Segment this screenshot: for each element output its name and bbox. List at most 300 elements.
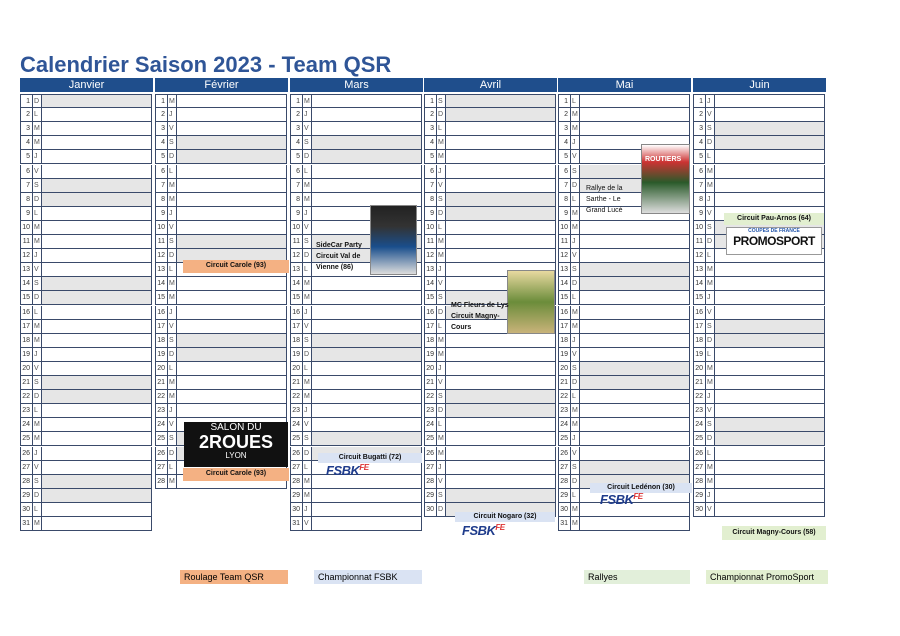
day-row [693,150,825,164]
legend-rallyes: Rallyes [584,570,690,584]
day-row [20,503,152,517]
day-number: 24 [425,418,437,431]
event-magny-cours: Circuit Magny-Cours (58) [722,526,826,540]
day-number: 24 [694,418,706,431]
day-cell [42,348,151,361]
day-number: 19 [425,348,437,361]
day-cell [42,517,151,530]
day-cell [312,277,421,290]
day-cell [312,348,421,361]
day-row [20,207,152,221]
day-number: 12 [21,249,33,262]
day-letter: S [437,95,446,107]
day-row [20,277,152,291]
day-cell [42,432,151,445]
day-number: 15 [21,291,33,304]
day-letter: D [571,277,580,290]
day-letter: M [437,150,446,163]
day-row [558,461,690,475]
day-cell [446,207,555,220]
day-row [155,235,287,249]
day-cell [177,362,286,375]
day-cell [177,306,286,319]
day-number: 19 [156,348,168,361]
day-cell [715,95,824,107]
day-cell [446,150,555,163]
day-number: 30 [694,503,706,516]
event-sidecar-party: SideCar Party Circuit Val de Vienne (86) [316,242,362,271]
day-row [290,489,422,503]
day-cell [446,362,555,375]
day-cell [177,390,286,403]
day-row [693,334,825,348]
day-row [693,277,825,291]
day-letter: J [571,136,580,149]
day-letter: D [571,179,580,192]
day-row [290,136,422,150]
day-number: 14 [694,277,706,290]
day-row [290,503,422,517]
legend-qsr: Roulage Team QSR [180,570,288,584]
day-number: 4 [21,136,33,149]
day-cell [580,376,689,389]
day-number: 30 [425,503,437,516]
day-row [20,122,152,136]
day-row [155,136,287,150]
day-number: 6 [559,165,571,178]
day-row [290,320,422,334]
day-letter: M [168,291,177,304]
day-cell [42,390,151,403]
day-number: 8 [694,193,706,206]
day-row [20,432,152,446]
month-header-1: Février [155,78,289,92]
day-number: 19 [694,348,706,361]
day-cell [177,235,286,248]
day-cell [312,291,421,304]
day-cell [715,136,824,149]
day-number: 11 [21,235,33,248]
day-cell [446,461,555,474]
day-cell [312,150,421,163]
day-row [558,235,690,249]
day-row [290,390,422,404]
day-cell [580,249,689,262]
day-letter: J [571,334,580,347]
day-number: 22 [156,390,168,403]
day-letter: M [303,193,312,206]
day-row [20,235,152,249]
day-row [693,447,825,461]
day-number: 15 [156,291,168,304]
day-row [558,306,690,320]
fsbk-logo-ledenon: $FSBK^{FE}$ [600,492,643,507]
event-carole-feb12: Circuit Carole (93) [183,260,289,273]
day-letter: L [706,150,715,163]
day-number: 27 [291,461,303,474]
day-cell [312,517,421,530]
day-cell [446,249,555,262]
day-letter: M [33,122,42,135]
day-letter: L [33,306,42,319]
day-letter: J [706,489,715,502]
event-bugatti: Circuit Bugatti (72) [318,453,422,463]
day-number: 15 [694,291,706,304]
day-number: 11 [694,235,706,248]
day-cell [446,376,555,389]
day-cell [42,503,151,516]
day-row [558,432,690,446]
day-letter: M [437,447,446,460]
day-letter: S [437,193,446,206]
day-letter: M [571,320,580,333]
day-number: 12 [291,249,303,262]
day-number: 22 [291,390,303,403]
day-row [693,362,825,376]
day-number: 16 [21,306,33,319]
day-row [20,475,152,489]
day-cell [177,376,286,389]
day-letter: S [706,122,715,135]
day-letter: D [437,207,446,220]
day-letter: S [706,320,715,333]
day-row [693,404,825,418]
day-letter: J [303,503,312,516]
day-letter: M [168,475,177,488]
day-number: 28 [559,475,571,488]
day-cell [312,95,421,107]
day-number: 20 [156,362,168,375]
day-cell [580,263,689,276]
day-letter: L [437,418,446,431]
day-number: 27 [559,461,571,474]
day-row [424,108,556,122]
day-letter: V [168,320,177,333]
day-letter: V [168,418,177,431]
day-cell [42,193,151,206]
day-number: 5 [559,150,571,163]
day-cell [446,348,555,361]
day-cell [312,503,421,516]
day-cell [177,221,286,234]
day-letter: D [437,108,446,121]
day-cell [177,95,286,107]
fleurs-poster-image [507,270,555,334]
day-cell [312,376,421,389]
day-cell [177,122,286,135]
day-letter: M [303,390,312,403]
day-letter: S [437,390,446,403]
event-rallye-sarthe: Rallye de la Sarthe - Le Grand Lucé [586,185,623,214]
day-number: 7 [559,179,571,192]
day-number: 22 [425,390,437,403]
day-row [20,263,152,277]
day-letter: J [571,235,580,248]
day-letter: L [303,263,312,276]
day-row [290,165,422,179]
day-row [155,334,287,348]
day-row [693,320,825,334]
day-letter: D [168,447,177,460]
event-carole-feb26: Circuit Carole (93) [183,468,289,481]
day-number: 14 [291,277,303,290]
day-letter: V [33,263,42,276]
day-letter: L [437,320,446,333]
day-row [558,263,690,277]
day-cell [42,108,151,121]
day-cell [446,404,555,417]
day-number: 5 [425,150,437,163]
day-number: 3 [559,122,571,135]
day-letter: V [437,475,446,488]
day-row [424,334,556,348]
day-cell [715,418,824,431]
day-cell [177,404,286,417]
day-number: 30 [21,503,33,516]
day-number: 13 [21,263,33,276]
day-row [558,334,690,348]
day-letter: M [571,306,580,319]
month-header-2: Mars [290,78,424,92]
day-cell [42,362,151,375]
day-number: 26 [291,447,303,460]
day-cell [42,475,151,488]
day-cell [177,150,286,163]
day-number: 5 [21,150,33,163]
day-number: 23 [694,404,706,417]
day-cell [580,235,689,248]
day-number: 4 [425,136,437,149]
day-number: 28 [425,475,437,488]
day-letter: D [706,136,715,149]
day-number: 8 [559,193,571,206]
day-number: 1 [21,95,33,107]
day-row [693,503,825,517]
day-cell [42,235,151,248]
day-number: 5 [156,150,168,163]
day-letter: V [303,122,312,135]
day-cell [42,404,151,417]
day-row [20,362,152,376]
day-letter: M [303,291,312,304]
day-number: 15 [291,291,303,304]
day-cell [580,277,689,290]
day-number: 12 [156,249,168,262]
day-number: 5 [291,150,303,163]
day-number: 1 [291,95,303,107]
day-row [20,517,152,531]
promosport-logo: COUPES DE FRANCE PROMOSPORT [726,227,822,255]
day-number: 4 [559,136,571,149]
day-number: 29 [694,489,706,502]
day-letter: V [33,165,42,178]
event-nogaro: Circuit Nogaro (32) [455,512,555,522]
day-row [424,362,556,376]
day-number: 6 [694,165,706,178]
day-row [155,179,287,193]
day-number: 3 [156,122,168,135]
day-letter: D [303,249,312,262]
day-cell [580,291,689,304]
day-letter: J [437,263,446,276]
day-letter: M [168,277,177,290]
day-number: 23 [156,404,168,417]
day-row [155,390,287,404]
day-number: 12 [694,249,706,262]
day-cell [446,95,555,107]
day-row [558,108,690,122]
day-row [693,418,825,432]
day-row [424,348,556,362]
day-number: 18 [425,334,437,347]
day-number: 7 [21,179,33,192]
day-row [558,94,690,108]
day-row [20,489,152,503]
salon-2roues-logo: SALON DU 2ROUES LYON [184,422,288,467]
day-cell [715,122,824,135]
day-cell [312,390,421,403]
day-cell [446,122,555,135]
day-row [155,291,287,305]
day-letter: M [303,376,312,389]
day-row [693,461,825,475]
day-letter: M [571,122,580,135]
day-cell [580,418,689,431]
day-letter: M [33,235,42,248]
day-number: 23 [291,404,303,417]
day-cell [42,249,151,262]
day-letter: M [706,376,715,389]
day-letter: M [33,221,42,234]
day-row [155,221,287,235]
day-number: 24 [559,418,571,431]
day-letter: S [168,432,177,445]
day-number: 18 [694,334,706,347]
day-letter: D [303,150,312,163]
day-row [155,108,287,122]
day-letter: S [571,263,580,276]
day-letter: L [168,461,177,474]
day-row [558,517,690,531]
day-cell [580,95,689,107]
day-row [20,418,152,432]
day-cell [715,489,824,502]
day-row [290,517,422,531]
day-letter: L [437,221,446,234]
day-number: 1 [425,95,437,107]
day-cell [446,179,555,192]
day-row [290,418,422,432]
day-row [424,404,556,418]
day-letter: M [168,179,177,192]
day-letter: S [706,221,715,234]
day-number: 9 [694,207,706,220]
day-number: 19 [559,348,571,361]
day-number: 21 [21,376,33,389]
day-number: 10 [694,221,706,234]
day-number: 10 [291,221,303,234]
day-number: 8 [21,193,33,206]
day-letter: J [437,362,446,375]
day-row [155,306,287,320]
day-row [20,136,152,150]
event-ledenon: Circuit Ledénon (30) [590,483,692,493]
day-row [20,179,152,193]
day-letter: S [303,136,312,149]
day-number: 9 [559,207,571,220]
day-cell [42,122,151,135]
day-number: 23 [425,404,437,417]
day-number: 29 [425,489,437,502]
day-number: 18 [291,334,303,347]
day-letter: M [706,475,715,488]
day-letter: M [437,432,446,445]
day-cell [177,136,286,149]
day-letter: S [571,165,580,178]
day-cell [715,447,824,460]
day-row [693,193,825,207]
day-row [424,376,556,390]
sidecar-poster-image [370,205,417,275]
day-cell [42,447,151,460]
day-cell [312,418,421,431]
day-cell [446,432,555,445]
day-number: 25 [156,432,168,445]
day-number: 10 [156,221,168,234]
day-number: 26 [694,447,706,460]
day-cell [446,489,555,502]
day-letter: M [33,432,42,445]
day-letter: M [571,108,580,121]
day-cell [42,291,151,304]
day-cell [177,320,286,333]
day-row [424,249,556,263]
day-number: 6 [156,165,168,178]
day-row [290,179,422,193]
day-row [424,150,556,164]
day-cell [715,432,824,445]
day-number: 2 [291,108,303,121]
day-number: 21 [694,376,706,389]
day-number: 4 [156,136,168,149]
day-number: 15 [559,291,571,304]
day-cell [580,334,689,347]
day-letter: D [33,193,42,206]
legend-fsbk: Championnat FSBK [314,570,422,584]
day-letter: M [168,376,177,389]
day-number: 25 [694,432,706,445]
day-cell [42,334,151,347]
day-row [20,94,152,108]
day-cell [312,362,421,375]
event-pau-arnos: Circuit Pau-Arnos (64) [724,213,824,225]
day-cell [580,404,689,417]
day-letter: D [706,235,715,248]
day-row [424,193,556,207]
day-number: 27 [156,461,168,474]
day-number: 14 [21,277,33,290]
day-number: 21 [559,376,571,389]
day-letter: M [706,277,715,290]
day-number: 24 [21,418,33,431]
day-letter: V [571,348,580,361]
day-row [155,94,287,108]
day-letter: D [437,503,446,516]
day-row [693,432,825,446]
day-number: 17 [156,320,168,333]
day-number: 8 [156,193,168,206]
day-letter: S [168,334,177,347]
